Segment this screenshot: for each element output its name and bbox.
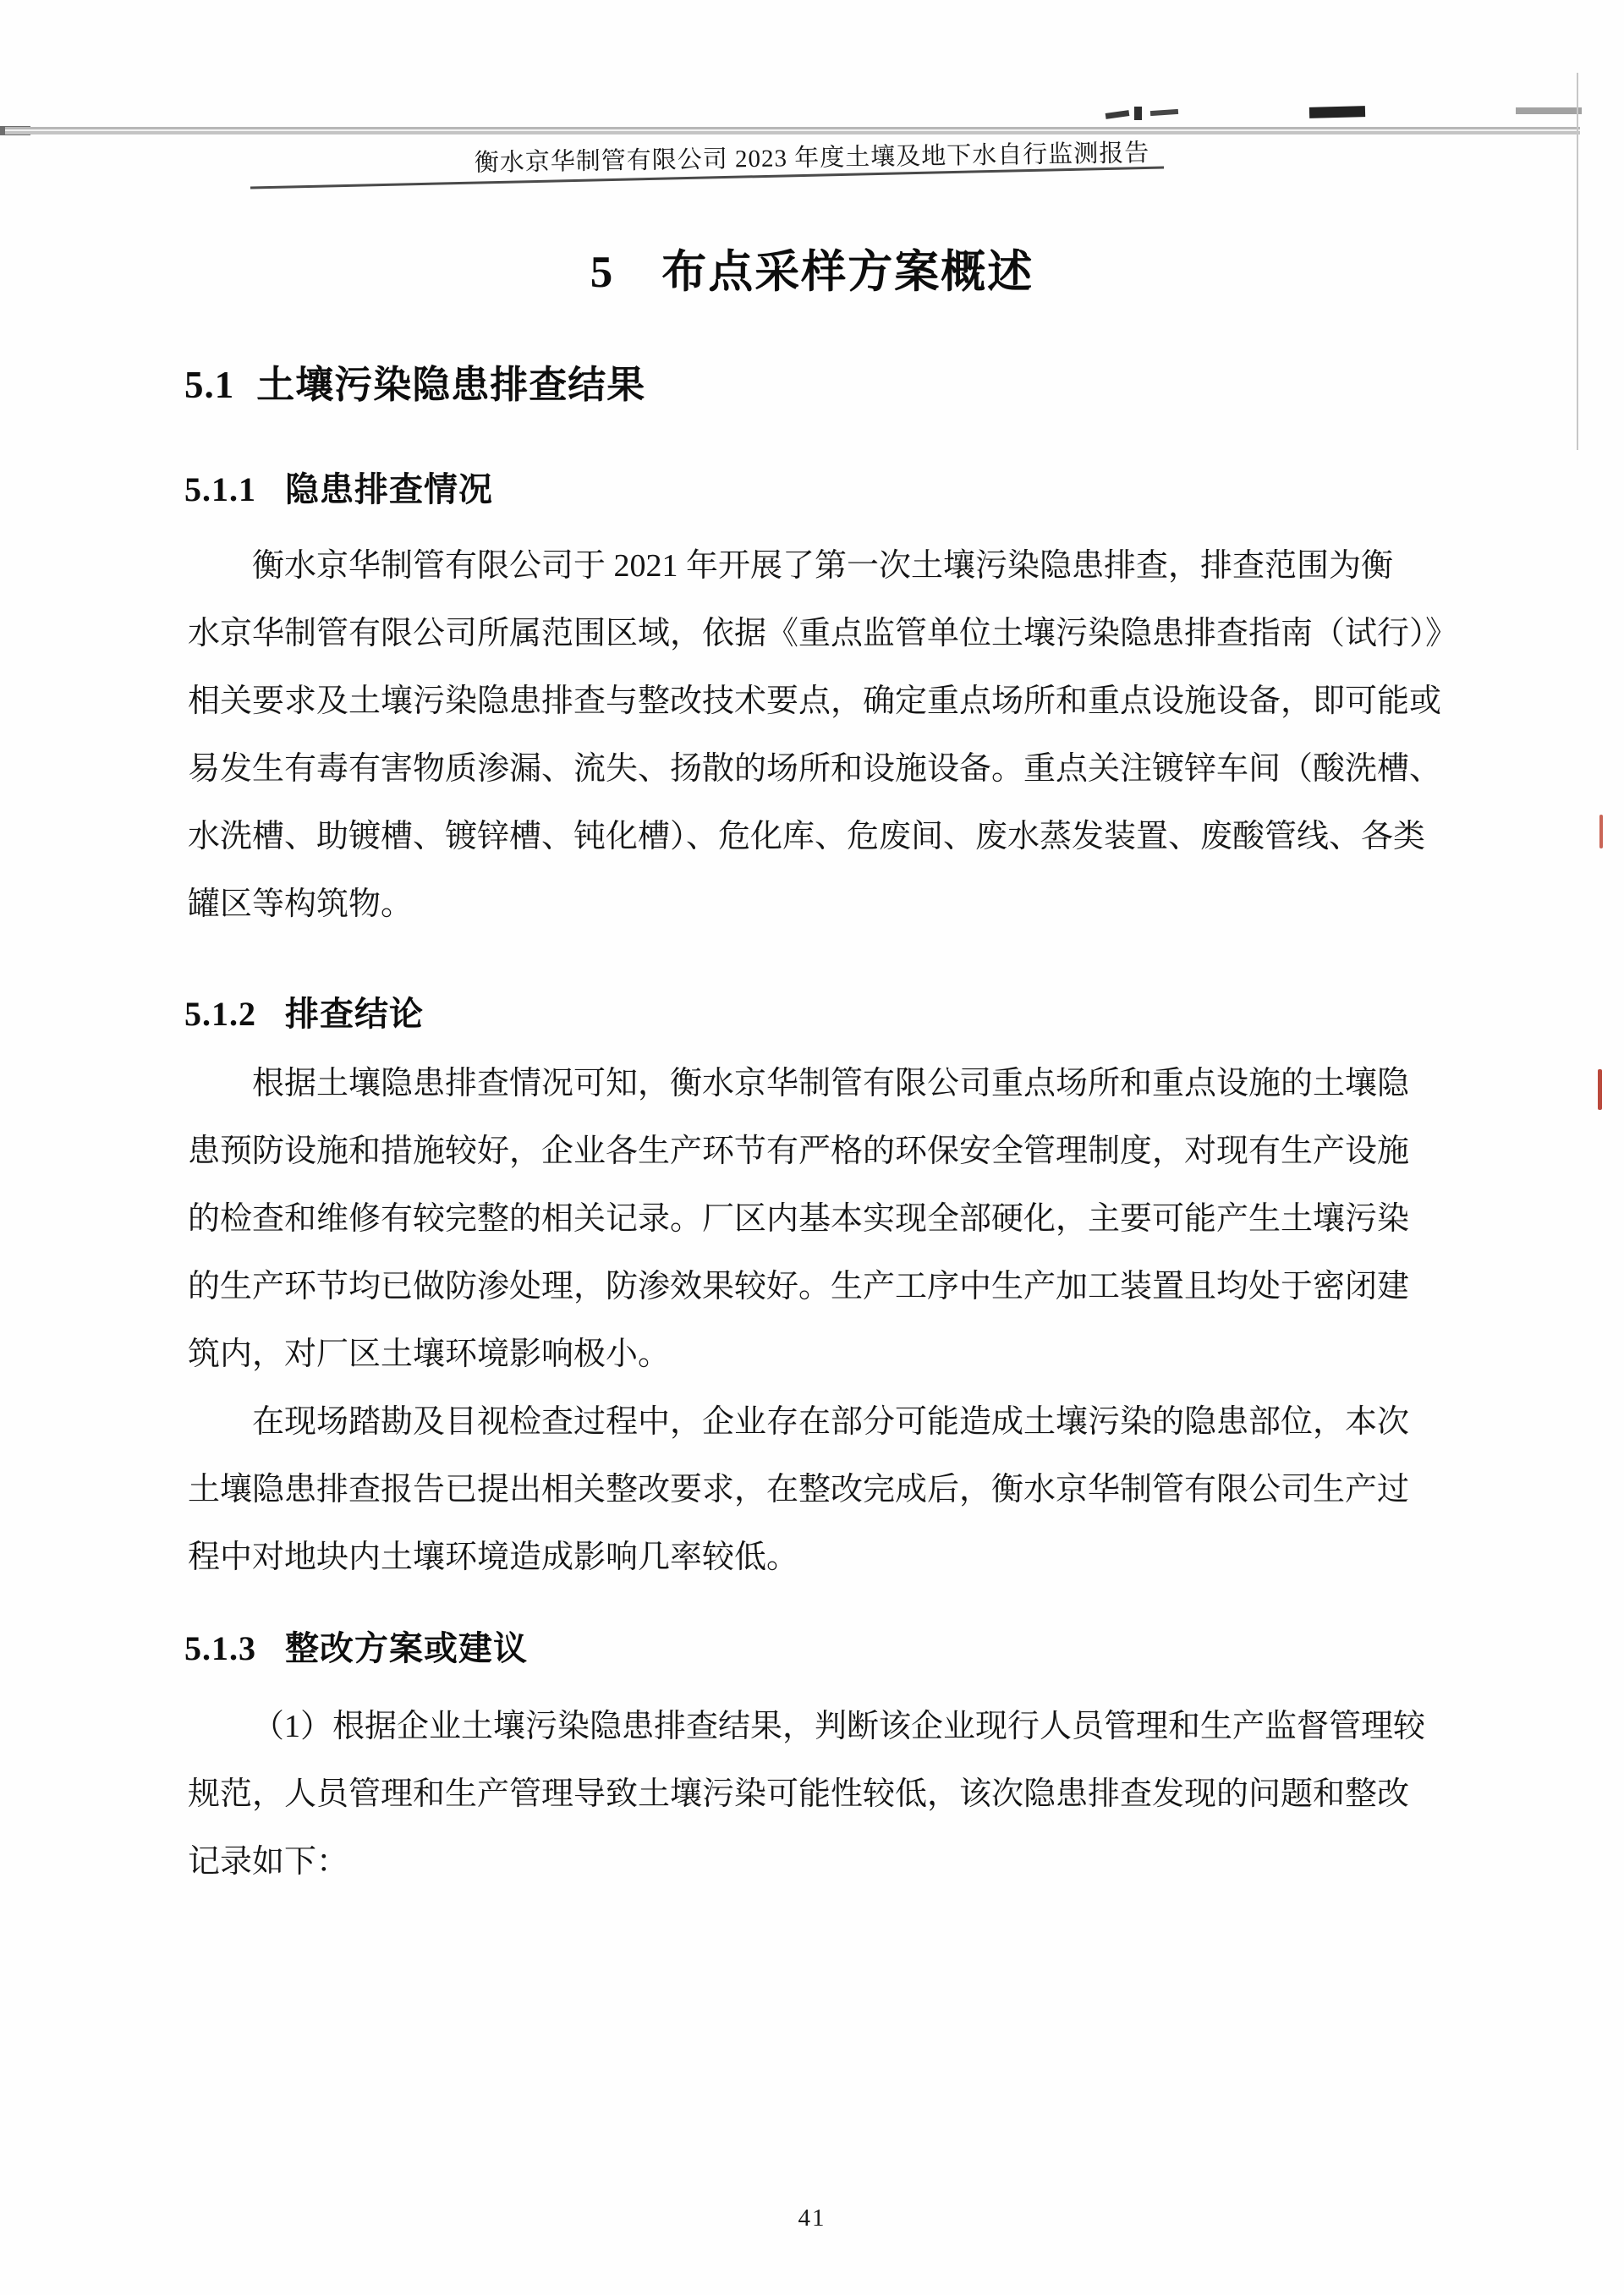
section-heading-5-1-3: [184, 1629, 528, 1668]
scan-artifact-gray-bar: [1516, 107, 1582, 114]
section-number: 5.1.3: [184, 1629, 256, 1667]
paragraph-line: 的生产环节均已做防渗处理，防渗效果较好。生产工序中生产加工装置且均处于密闭建: [188, 1269, 1410, 1304]
paragraph-line: 患预防设施和措施较好，企业各生产环节有严格的环保安全管理制度，对现有生产设施: [188, 1134, 1410, 1169]
section-title: 隐患排查情况: [285, 471, 493, 508]
page-number: 41: [798, 2204, 826, 2232]
paragraph-line: 水洗槽、助镀槽、镀锌槽、钝化槽）、危化库、危废间、废水蒸发装置、废酸管线、各类: [188, 819, 1426, 854]
paragraph-5-1-1: [188, 532, 1457, 938]
paragraph-line: 程中对地块内土壤环境造成影响几率较低。: [188, 1540, 799, 1575]
section-heading-5-1-1: [184, 470, 493, 509]
paragraph-line: 土壤隐患排查报告已提出相关整改要求，在整改完成后，衡水京华制管有限公司生产过: [188, 1472, 1410, 1507]
paragraph-line: （1）根据企业土壤污染隐患排查结果，判断该企业现行人员管理和生产监督管理较: [252, 1709, 1426, 1744]
section-title: 整改方案或建议: [285, 1630, 528, 1667]
scan-artifact-fragment: [1106, 110, 1130, 119]
section-heading-5-1-2: [184, 995, 424, 1034]
paragraph-line: 筑内，对厂区土壤环境影响极小。: [188, 1337, 671, 1372]
paragraph-line: 衡水京华制管有限公司于 2021 年开展了第一次土壤污染隐患排查，排查范围为衡: [252, 548, 1394, 584]
scan-artifact-dark-bar: [1309, 106, 1365, 118]
running-header-text: 衡水京华制管有限公司 2023 年度土壤及地下水自行监测报告: [474, 140, 1150, 177]
chapter-title: [0, 248, 1624, 297]
header-underline: [244, 159, 1174, 195]
paragraph-line: 规范，人员管理和生产管理导致土壤污染可能性较低，该次隐患排查发现的问题和整改: [188, 1776, 1410, 1812]
paragraphs-5-1-2: [188, 1050, 1457, 1591]
scan-artifact-red-mark: [1598, 1069, 1602, 1110]
paragraph-line: 根据土壤隐患排查情况可知，衡水京华制管有限公司重点场所和重点设施的土壤隐: [252, 1066, 1410, 1101]
section-number: 5.1.2: [184, 995, 256, 1033]
paragraph-line: 记录如下：: [188, 1844, 349, 1880]
section-number: 5.1.1: [184, 470, 256, 508]
paragraph-line: 的检查和维修有较完整的相关记录。厂区内基本实现全部硬化，主要可能产生土壤污染: [188, 1201, 1410, 1237]
scan-artifact-fragment: [1150, 109, 1178, 116]
chapter-number: 5: [590, 248, 613, 297]
paragraph-line: 易发生有毒有害物质渗漏、流失、扬散的场所和设施设备。重点关注镀锌车间（酸洗槽、: [188, 751, 1442, 787]
paragraph-line: 水京华制管有限公司所属范围区域，依据《重点监管单位土壤污染隐患排查指南（试行）》: [188, 616, 1458, 651]
paragraph-line: 罐区等构筑物。: [188, 887, 414, 922]
section-heading-5-1: [184, 364, 645, 406]
paragraph-line: 在现场踏勘及目视检查过程中，企业存在部分可能造成土壤污染的隐患部位，本次: [252, 1404, 1410, 1440]
paragraph-line: 相关要求及土壤污染隐患排查与整改技术要点，确定重点场所和重点设施设备，即可能或: [188, 684, 1442, 719]
section-number: 5.1: [184, 364, 235, 406]
section-title: 排查结论: [285, 996, 424, 1033]
scan-artifact-red-mark: [1599, 815, 1603, 848]
paragraph-5-1-3: [188, 1693, 1457, 1896]
section-title: 土壤污染隐患排查结果: [256, 363, 646, 406]
scan-artifact-fragment: [1134, 107, 1142, 120]
chapter-title-text: 布点采样方案概述: [661, 247, 1034, 297]
